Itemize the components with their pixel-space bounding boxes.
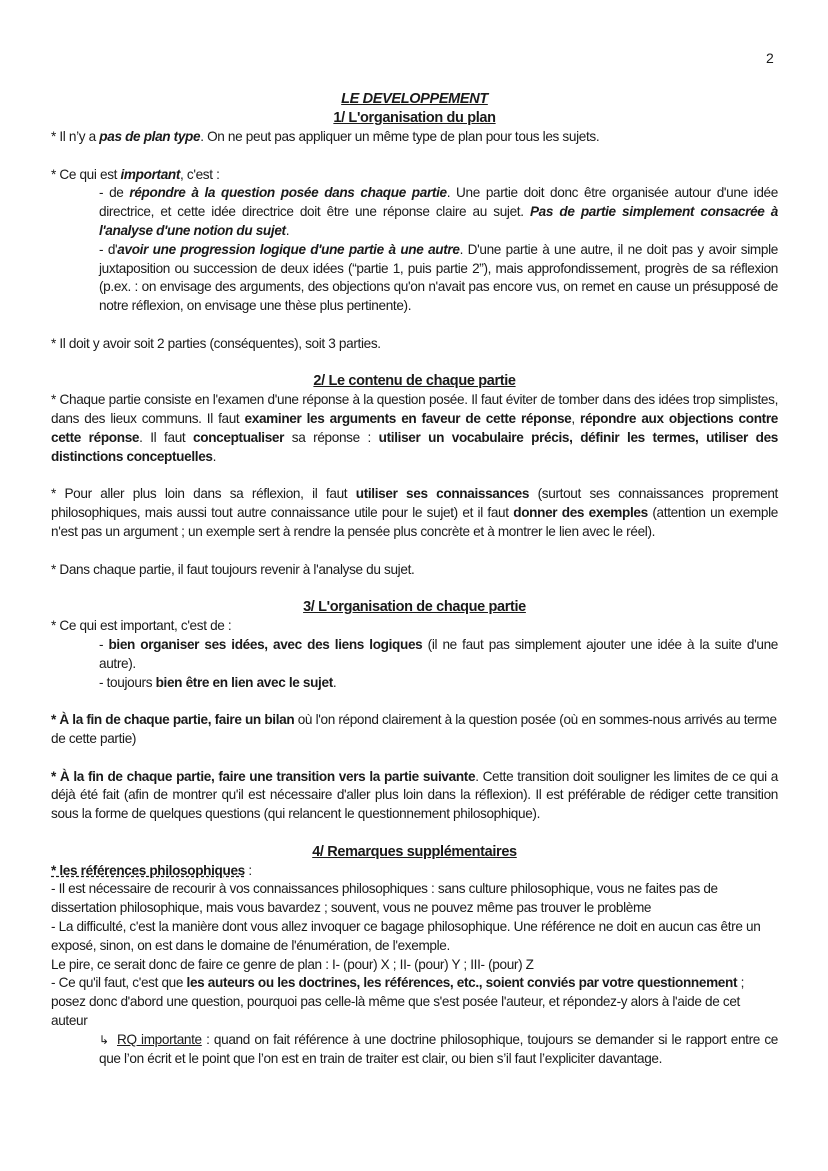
paragraph: - La difficulté, c'est la manière dont vous allez invoquer ce bagage philosophique. Une référence ne doit en aucun cas être un exposé, sinon, on est dans le domaine de l'énumération, de l'exemple. bbox=[51, 919, 761, 953]
paragraph: - Il est nécessaire de recourir à vos connaissances philosophiques : sans culture philosophique, vous ne faites pas de dissertation philosophique, mais vous bavardez ; souvent, vous ne pouvez même pas trouver le problème bbox=[51, 881, 718, 916]
text: : quand on fait référence à une doctrine philosophique, toujours se demander si le rapport entre ce que l’on écrit et le point que l’on est en train de traiter est clair, ou bien s’il faut l’expliciter davantage. bbox=[99, 1031, 779, 1066]
bold-text: répondre aux objections contre cette réponse bbox=[51, 411, 779, 445]
bold-text: les auteurs ou les doctrines, les références, etc., soient conviés par votre questionnement bbox=[186, 975, 738, 991]
text: . Il faut bbox=[139, 429, 194, 445]
text: , c'est : bbox=[180, 166, 220, 182]
bold-text: bien être en lien avec le sujet bbox=[155, 674, 333, 690]
list-item bbox=[51, 636, 778, 674]
remark bbox=[51, 1031, 778, 1069]
text: . On ne peut pas appliquer un même type de plan pour tous les sujets. bbox=[200, 129, 600, 144]
text: (surtout ses connaissances proprement philosophiques, mais aussi tout autre connaissance utile pour le sujet) et il faut bbox=[51, 486, 778, 521]
page-number: 2 bbox=[766, 50, 774, 66]
section-heading-4: 4/ Remarques supplémentaires bbox=[312, 843, 517, 860]
list-item bbox=[51, 674, 778, 693]
emphasis: important bbox=[120, 166, 181, 182]
section-heading-1: 1/ L'organisation du plan bbox=[333, 110, 496, 126]
subheading bbox=[51, 862, 778, 881]
bold-text: * À la fin de chaque partie, faire une transition vers la partie suivante bbox=[51, 768, 476, 784]
bold-text: donner des exemples bbox=[513, 505, 648, 521]
section-heading-2: 2/ Le contenu de chaque partie bbox=[313, 373, 516, 390]
subheading-label: * les références philosophiques bbox=[51, 862, 245, 878]
text: (attention un exemple n'est pas un argument ; un exemple sert à rendre la pensée plus concrète et à montrer le lien avec le réel). bbox=[51, 505, 778, 539]
hook-arrow-icon: ↳ bbox=[99, 1032, 109, 1047]
text: * Pour aller plus loin dans sa réflexion, il faut bbox=[51, 486, 356, 502]
text: - bbox=[99, 636, 109, 652]
bold-text: conceptualiser bbox=[193, 429, 285, 445]
paragraph: * Il doit y avoir soit 2 parties (conséquentes), soit 3 parties. bbox=[51, 335, 381, 351]
paragraph bbox=[51, 128, 778, 147]
paragraph bbox=[51, 768, 778, 824]
text: . bbox=[212, 448, 217, 464]
paragraph bbox=[51, 391, 778, 466]
text: * Chaque partie consiste en l'examen d'une réponse à la question posée. Il faut éviter de tomber dans des idées trop simplistes, dans des lieux communs. Il faut bbox=[51, 392, 778, 427]
document-title: LE DEVELOPPEMENT bbox=[341, 91, 488, 107]
text: . Une partie doit donc être organisée autour d'une idée directrice, et cette idée directrice doit être une réponse claire au sujet. bbox=[99, 185, 778, 220]
emphasis: Pas de partie simplement consacrée à l'analyse d'une notion du sujet bbox=[99, 204, 779, 238]
list-item bbox=[51, 241, 778, 316]
document-body bbox=[51, 90, 778, 1068]
text: - d' bbox=[99, 241, 118, 257]
text: . bbox=[332, 674, 337, 690]
emphasis: répondre à la question posée dans chaque partie bbox=[129, 185, 447, 201]
emphasis: avoir une progression logique d'une partie à une autre bbox=[117, 241, 460, 257]
bold-text: * À la fin de chaque partie, faire un bilan bbox=[51, 712, 295, 728]
text: , bbox=[571, 411, 581, 427]
section-heading-3: 3/ L'organisation de chaque partie bbox=[303, 599, 526, 616]
bold-text: utiliser un vocabulaire précis, définir les termes, utiliser des distinctions conceptuelles bbox=[51, 429, 779, 464]
bold-text: bien organiser ses idées, avec des liens logiques bbox=[108, 636, 423, 652]
text: . bbox=[285, 222, 290, 238]
text: - toujours bbox=[99, 674, 156, 690]
paragraph bbox=[51, 485, 778, 541]
text: . Cette transition doit souligner les limites de ce qui a déjà été fait (afin de montrer qu'il est nécessaire d'aller plus loin dans la réflexion). Il est préférable de rédiger cette transition sous la forme de quelques questions (qui relancent le questionnement philosophique). bbox=[51, 768, 779, 822]
paragraph bbox=[51, 166, 778, 185]
text: * Il n’y a bbox=[51, 129, 100, 144]
list-item bbox=[51, 184, 778, 240]
paragraph: * Ce qui est important, c'est de : bbox=[51, 618, 232, 634]
bold-text: examiner les arguments en faveur de cette réponse bbox=[244, 411, 572, 427]
text: où l'on répond clairement à la question posée (où en sommes-nous arrivés au terme de cette partie) bbox=[51, 712, 777, 746]
bold-text: utiliser ses connaissances bbox=[355, 486, 530, 502]
text: - de bbox=[99, 185, 130, 201]
text: (il ne faut pas simplement ajouter une idée à la suite d'une autre). bbox=[99, 636, 779, 671]
emphasis: pas de plan type bbox=[99, 129, 201, 144]
text: * Ce qui est bbox=[51, 166, 121, 182]
text: ; posez donc d'abord une question, pourquoi pas celle-là même que s'est posée l'auteur, et répondez-y alors à l'aide de cet auteur bbox=[51, 975, 745, 1029]
paragraph bbox=[51, 974, 778, 1030]
text: - Ce qu'il faut, c'est que bbox=[51, 975, 187, 991]
paragraph: Le pire, ce serait donc de faire ce genre de plan : I- (pour) X ; II- (pour) Y ; III- (pour) Z bbox=[51, 956, 534, 972]
paragraph bbox=[51, 711, 778, 749]
text: sa réponse : bbox=[284, 429, 379, 445]
text: : bbox=[244, 862, 252, 878]
text: . D'une partie à une autre, il ne doit pas y avoir simple juxtaposition ou succession de deux idées (“partie 1, puis partie 2”), mais approfondissement, progrès de sa réflexion (p.ex. : on envisage des arguments, des objections qu'on n'avait pas encore vus, on remet en cause un présupposé de notre réflexion, on envisage une thèse plus pertinente). bbox=[99, 241, 778, 314]
paragraph: * Dans chaque partie, il faut toujours revenir à l'analyse du sujet. bbox=[51, 561, 415, 577]
remark-label: RQ importante bbox=[117, 1031, 202, 1047]
